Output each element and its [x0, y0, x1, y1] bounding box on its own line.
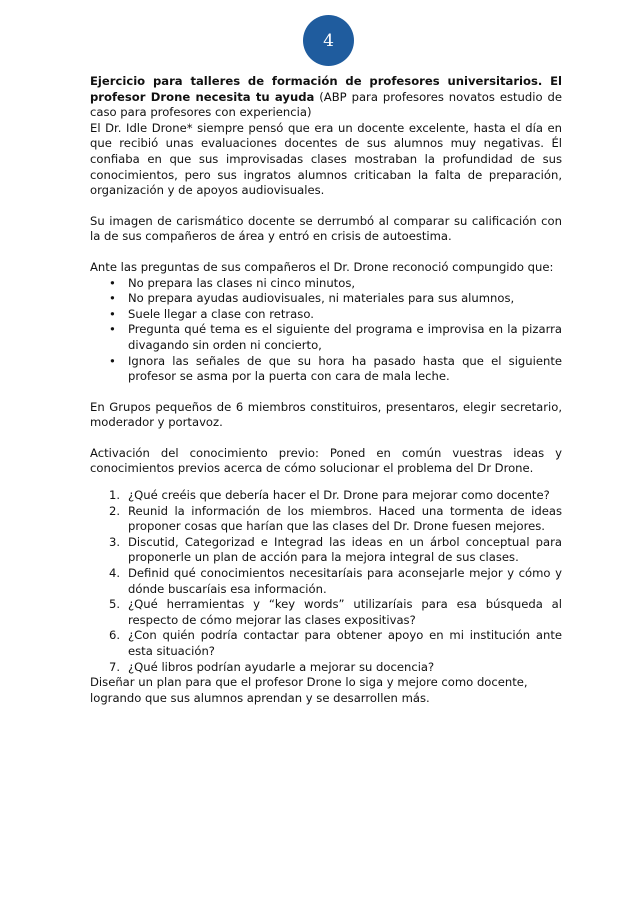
list-item: 3. Discutid, Categorizad e Integrad las ideas en un árbol conceptual para proponerle un plan de acción para la mejora integral de sus clases. — [109, 534, 562, 565]
list-item: 6. ¿Con quién podría contactar para obtener apoyo en mi institución ante esta situación? — [109, 628, 562, 658]
paragraph-closing: Diseñar un plan para que el profesor Drone lo siga y mejore como docente, logrando que sus alumnos aprendan y se desarrollen más. — [90, 675, 528, 705]
list-item: 7. ¿Qué libros podrían ayudarle a mejorar su docencia? — [109, 659, 435, 674]
list-item: 5. ¿Qué herramientas y “key words” utilizaríais para esa búsqueda al respecto de cómo mejorar las clases expositivas? — [109, 597, 562, 627]
list-item: 1. ¿Qué creéis que debería hacer el Dr. Drone para mejorar como docente? — [109, 488, 550, 503]
document-body — [90, 74, 562, 706]
paragraph-acknowledgement: Ante las preguntas de sus compañeros el Dr. Drone reconoció compungido que: — [90, 259, 554, 274]
title-bold: Ejercicio para talleres de formación de profesores universitarios. El profesor Drone necesita tu ayuda — [90, 74, 562, 104]
paragraph-activation: Activación del conocimiento previo: Poned en común vuestras ideas y conocimientos previos acerca de cómo solucionar el problema del Dr Drone. — [90, 445, 562, 476]
list-item: • Ignora las señales de que su hora ha pasado hasta que el siguiente profesor se asma por la puerta con cara de mala leche. — [128, 354, 562, 385]
list-item: • No prepara las clases ni cinco minutos, — [128, 276, 562, 292]
bullet-list — [90, 276, 562, 385]
list-item: • Suele llegar a clase con retraso. — [128, 307, 562, 323]
list-item: 4. Definid qué conocimientos necesitaríais para aconsejarle mejor y cómo y dónde buscaríais esa información. — [109, 566, 562, 596]
paragraph-intro: El Dr. Idle Drone* siempre pensó que era un docente excelente, hasta el día en que recibió unas evaluaciones docentes de sus alumnos muy negativas. Él confiaba en que sus improvisadas clases mostraban la profundidad de sus conocimientos, pero sus ingratos alumnos criticaban la falta de preparación, organización y de apoyos audiovisuales. — [90, 120, 562, 198]
exercise-title — [90, 74, 562, 121]
page-number-badge: 4 — [303, 15, 354, 66]
list-item: 2. Reunid la información de los miembros. Haced una tormenta de ideas proponer cosas que harían que las clases del Dr. Drone fuesen mejores. — [109, 503, 562, 534]
paragraph-groups: En Grupos pequeños de 6 miembros constituiros, presentaros, elegir secretario, moderador y portavoz. — [90, 399, 562, 430]
paragraph-crisis: Su imagen de carismático docente se derrumbó al comparar su calificación con la de sus compañeros de área y entró en crisis de autoestima. — [90, 213, 562, 244]
list-item: • No prepara ayudas audiovisuales, ni materiales para sus alumnos, — [128, 291, 562, 307]
numbered-list — [90, 488, 562, 675]
list-item: • Pregunta qué tema es el siguiente del programa e improvisa en la pizarra divagando sin orden ni concierto, — [128, 322, 562, 353]
title-subtitle: (ABP para profesores novatos estudio de caso para profesores con experiencia) — [90, 89, 562, 120]
